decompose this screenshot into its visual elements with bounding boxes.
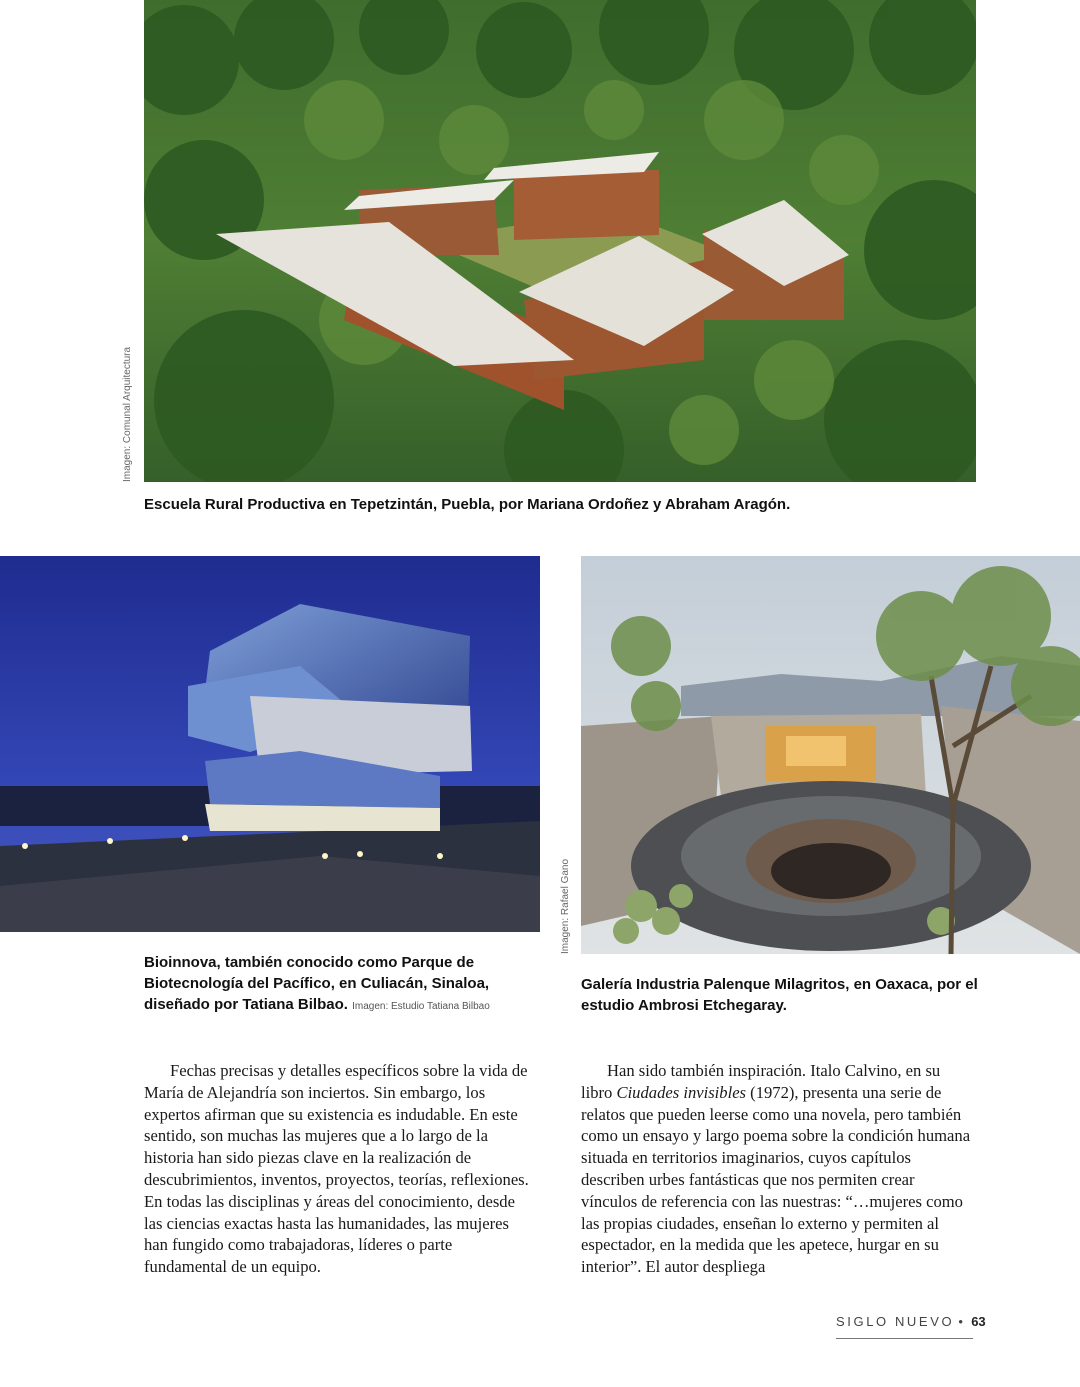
body-text-segment: Han sido también inspiración. Italo Calvino, en su libro [581,1061,941,1102]
body-paragraph: Fechas precisas y detalles específicos sobre la vida de María de Alejandría son inciertos. Sin embargo, los expertos afirman que su existencia es indudable. En este sentido, son muchas las mujeres que a lo largo de la historia han sido piezas clave en la realización de descubrimientos, inventos, proyectos, teorías, reflexiones. En todas las disciplinas y áreas del conocimiento, desde las ciencias exactas hasta las humanidades, las mujeres han fungido como trabajadoras, líderes o parte fundamental de un equipo. [144,1061,529,1277]
bioinnova-photo [0,556,540,932]
book-title: Ciudades invisibles [616,1082,747,1102]
photo-credit: Imagen: Rafael Gano [560,858,571,954]
body-text-segment: (1972), presenta una serie de relatos que pueden leerse como una novela, pero también como un ensayo y largo poema sobre la condición humana situada en territorios imaginarios, cuyos capítulos describen urbes fantásticas que nos permiten crear vínculos de referencia con las nuestras: “…mujeres como las propias ciudades, enseñan lo externo y permiten al espectador, en la medida que les apetece, hurgar en su interior”. El autor despliega [581,1082,971,1277]
body-column-left [144,1060,536,1278]
photo-caption: Escuela Rural Productiva en Tepetzintán, Puebla, por Mariana Ordoñez y Abraham Aragón. [144,496,791,513]
footer-separator: • [958,1314,963,1329]
photo-caption: Galería Industria Palenque Milagritos, en Oaxaca, por el estudio Ambrosi Etchegaray. [581,976,978,1014]
photo-credit: Imagen: Estudio Tatiana Bilbao [352,1001,490,1012]
photo-caption [144,952,540,1017]
caption-text: Bioinnova, también conocido como Parque de Biotecnología del Pacífico, en Culiacán, Sinaloa, diseñado por Tatiana Bilbao. [144,954,490,1013]
magazine-name: SIGLO NUEVO [836,1314,955,1329]
page-number: 63 [971,1314,986,1329]
gallery-photo [581,556,1080,954]
school-photo [144,0,976,482]
body-column-right [581,1060,973,1278]
page-footer [836,1314,986,1339]
photo-credit: Imagen: Comunal Arquitectura [122,346,133,482]
